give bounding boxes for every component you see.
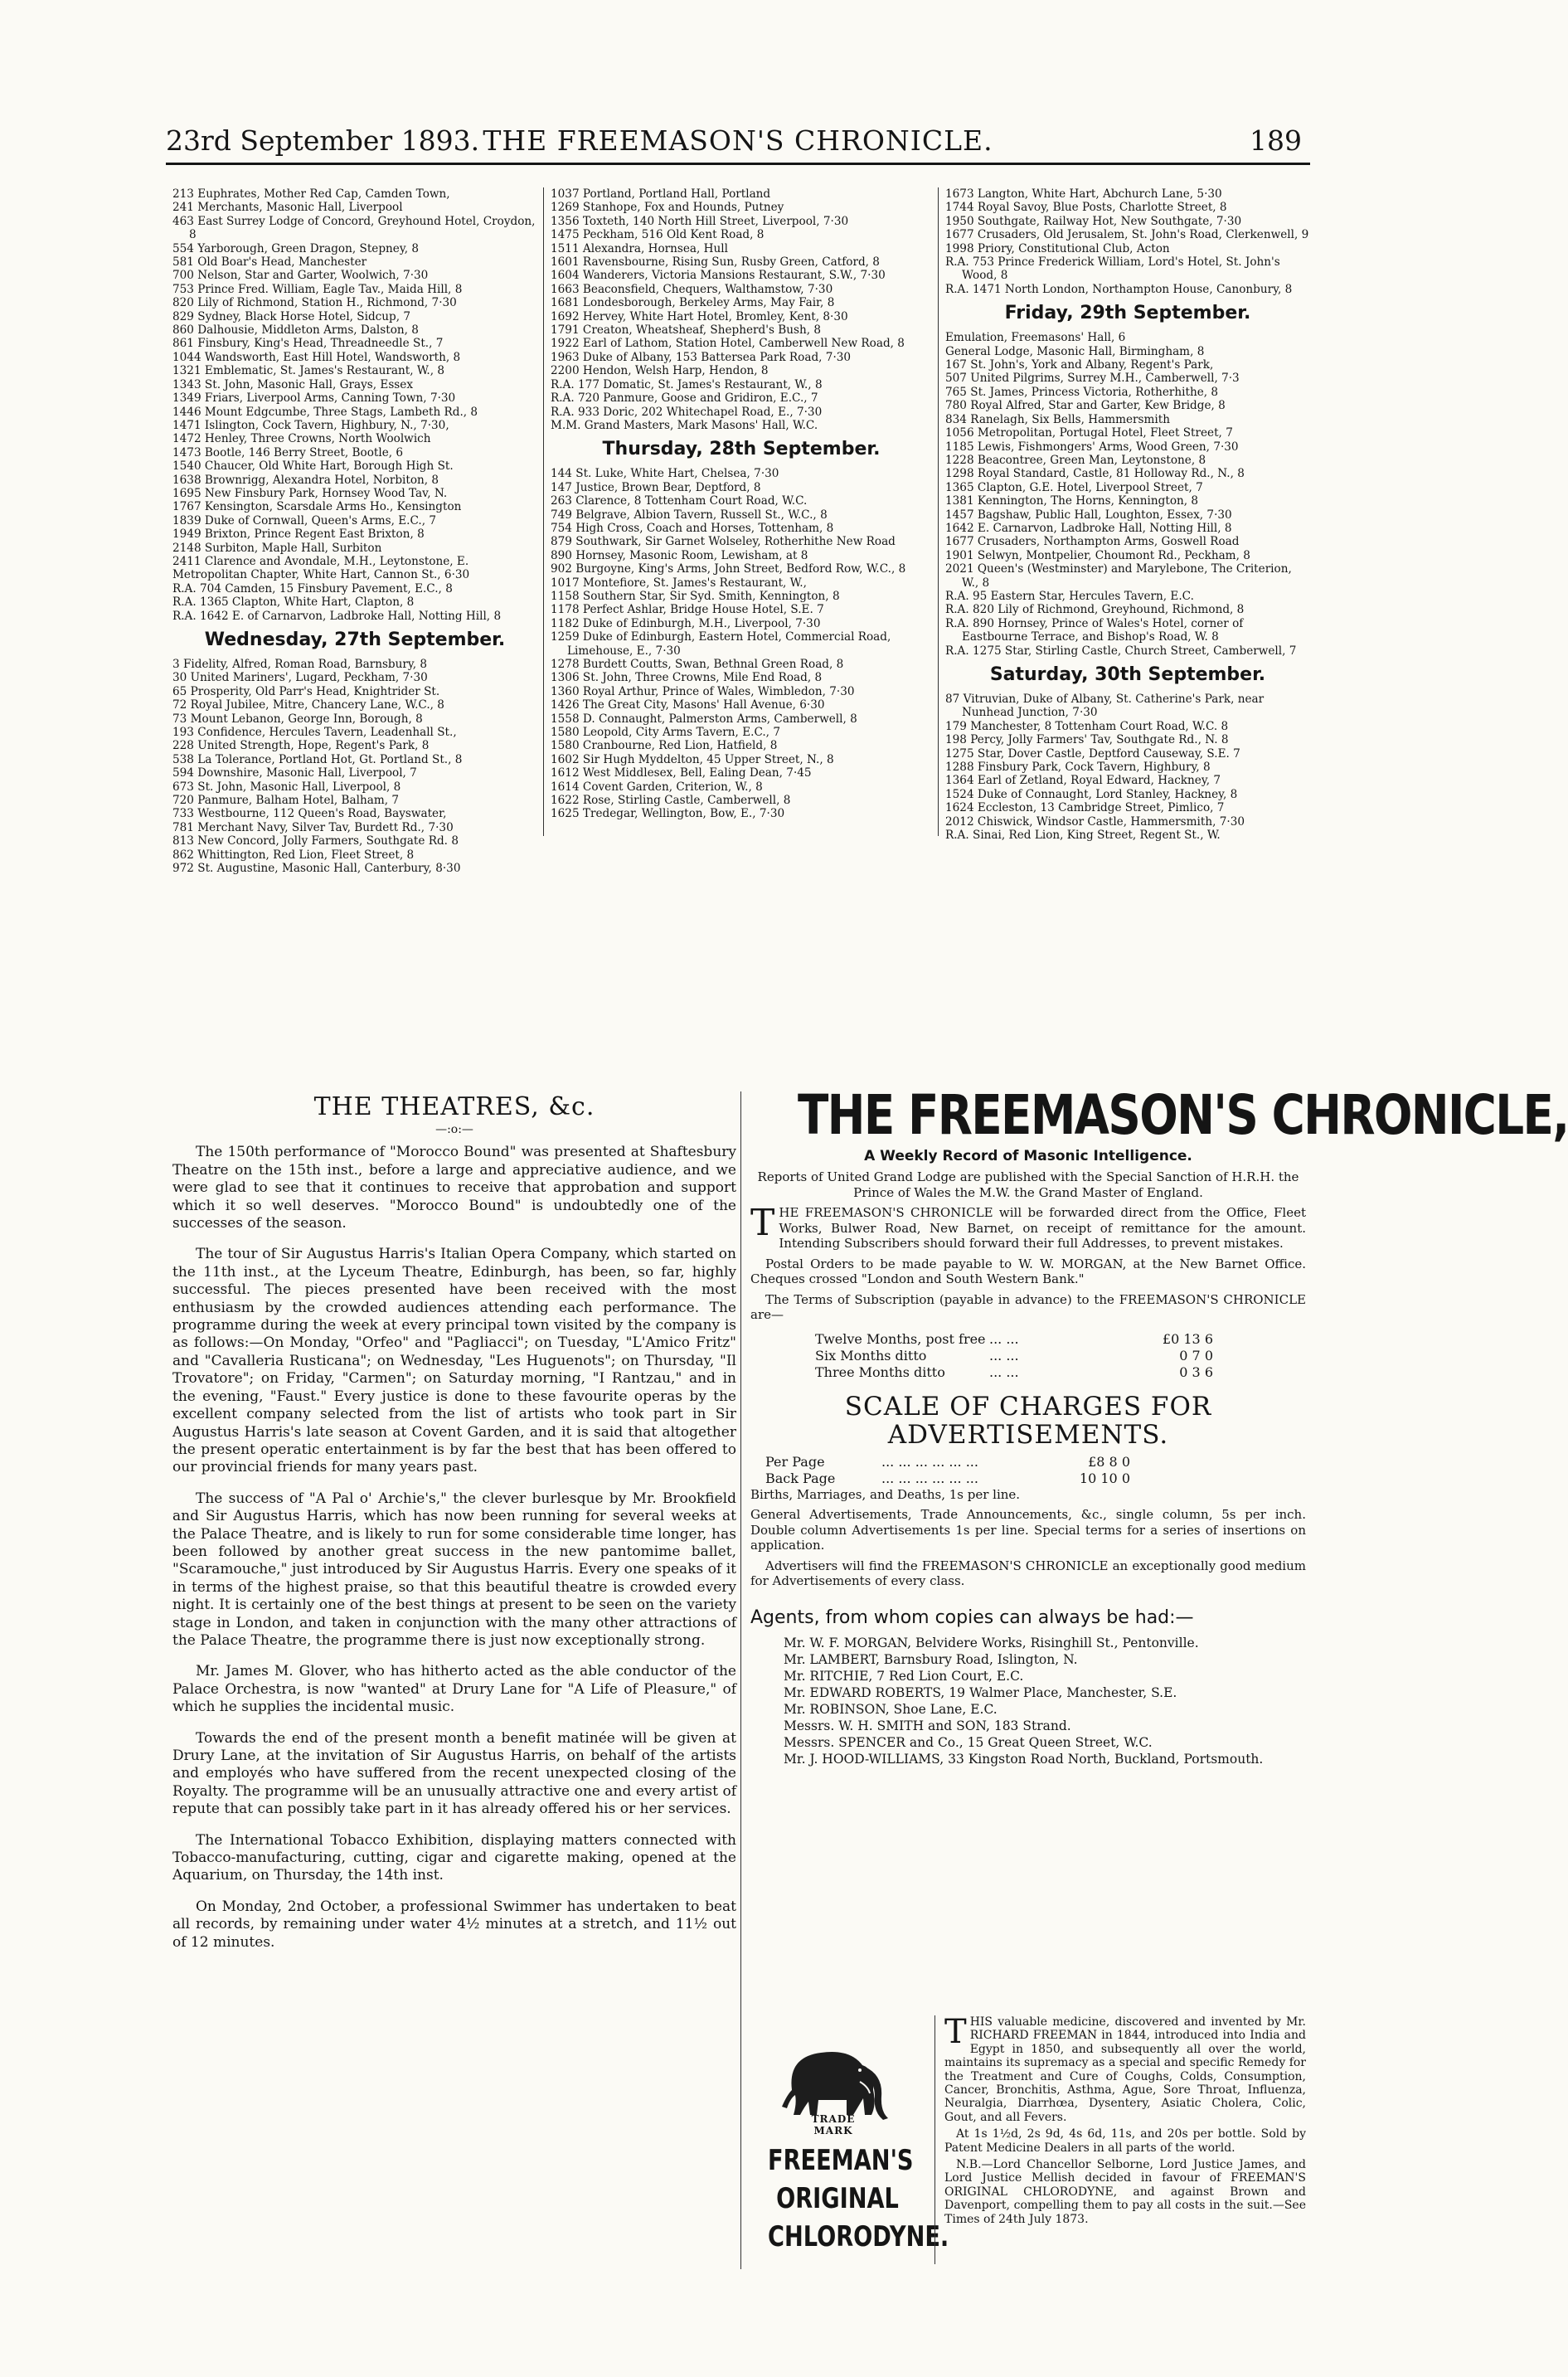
chronicle-subtitle: A Weekly Record of Masonic Intelligence. (864, 1148, 1192, 1164)
lodge-entry: 673 St. John, Masonic Hall, Liverpool, 8 (172, 780, 401, 794)
lodge-entry: 144 St. Luke, White Hart, Chelsea, 7·30 (551, 467, 779, 481)
advert-prices (750, 1454, 1306, 1487)
day-heading-thursday: Thursday, 28th September. (602, 439, 881, 460)
lodge-entry: 1037 Portland, Portland Hall, Portland (551, 187, 771, 201)
lodge-entry: 1364 Earl of Zetland, Royal Edward, Hackney, 7 (945, 774, 1221, 788)
lodge-entry: 1321 Emblematic, St. James's Restaurant, W., 8 (172, 364, 445, 378)
term-row (815, 1348, 1213, 1364)
column-divider (938, 187, 939, 836)
lodge-entry: 1602 Sir Hugh Myddelton, 45 Upper Street, N., 8 (551, 752, 834, 766)
lodge-entry: 1349 Friars, Liverpool Arms, Canning Town, 7·30 (172, 391, 456, 406)
product-name-line: CHLORODYNE. (768, 2220, 949, 2253)
lodge-entry: 179 Manchester, 8 Tottenham Court Road, W.C. 8 (945, 719, 1229, 733)
lodge-entry: 594 Downshire, Masonic Hall, Liverpool, 7 (172, 766, 417, 780)
term-row-dots: ... ... (989, 1330, 1019, 1347)
lodge-entry: 820 Lily of Richmond, Station H., Richmond, 7·30 (172, 296, 457, 310)
lodge-entry: 1998 Priory, Constitutional Club, Acton (945, 241, 1170, 255)
lodge-entry: 1360 Royal Arthur, Prince of Wales, Wimbledon, 7·30 (551, 684, 855, 698)
lodge-entry: 228 United Strength, Hope, Regent's Park, 8 (172, 739, 430, 753)
agent-entry: Messrs. W. H. SMITH and SON, 183 Strand. (784, 1718, 1071, 1733)
lodge-list (551, 467, 932, 821)
lodge-entry: 2012 Chiswick, Windsor Castle, Hammersmith, 7·30 (945, 814, 1245, 829)
legal-note: N.B.—Lord Chancellor Selborne, Lord Justice James, and Lord Justice Mellish decided in favour of FREEMAN'S ORIGINAL CHLORODYNE, and against Brown and Davenport, compelling them to pay all costs in the suit.—See Times of 24th July 1873. (944, 2158, 1306, 2226)
lodge-entry: 1182 Duke of Edinburgh, M.H., Liverpool, 7·30 (551, 616, 821, 630)
lodge-entry: 1791 Creaton, Wheatsheaf, Shepherd's Bush, 8 (551, 323, 822, 338)
product-price: At 1s 1½d, 2s 9d, 4s 6d, 11s, and 20s per bottle. Sold by Patent Medicine Dealers in all parts of the world. (944, 2127, 1306, 2155)
lodge-entry: 1288 Finsbury Park, Cock Tavern, Highbury, 8 (945, 761, 1211, 775)
lodge-entry: 1558 D. Connaught, Palmerston Arms, Camberwell, 8 (551, 712, 857, 726)
price-row-dots: ... ... ... ... ... ... (881, 1453, 978, 1470)
agent-entry: Mr. LAMBERT, Barnsbury Road, Islington, N. (784, 1651, 1078, 1667)
price-row-label: Per Page (765, 1453, 825, 1470)
lodge-entry: 1343 St. John, Masonic Hall, Grays, Essex (172, 377, 413, 391)
lodge-entry: 507 United Pilgrims, Surrey M.H., Camberwell, 7·3 (945, 372, 1240, 386)
lodge-entry: 1663 Beaconsfield, Chequers, Walthamstow, 7·30 (551, 282, 833, 296)
agent-entry: Mr. W. F. MORGAN, Belvidere Works, Risinghill St., Pentonville. (784, 1635, 1199, 1650)
lodge-entry: R.A. 704 Camden, 15 Finsbury Pavement, E.C., 8 (172, 581, 453, 595)
chronicle-notice (750, 1083, 1568, 1767)
subscription-terms (815, 1331, 1213, 1381)
lodge-list (551, 187, 932, 432)
price-row-label: Back Page (765, 1470, 836, 1486)
agent-entry: Mr. J. HOOD-WILLIAMS, 33 Kingston Road North, Buckland, Portsmouth. (784, 1751, 1264, 1767)
lodge-entry: 1524 Duke of Connaught, Lord Stanley, Hackney, 8 (945, 787, 1238, 801)
lodge-entry: 1695 New Finsbury Park, Hornsey Wood Tav, N. (172, 486, 448, 500)
lodge-entry: R.A. 1365 Clapton, White Hart, Clapton, 8 (172, 595, 415, 610)
trade-mark-label: TRADE MARK (811, 2113, 856, 2136)
lodge-entry: 1963 Duke of Albany, 153 Battersea Park Road, 7·30 (551, 350, 852, 364)
lodge-entry: R.A. 933 Doric, 202 Whitechapel Road, E., 7·30 (551, 405, 823, 419)
article-paragraph: The success of "A Pal o' Archie's," the clever burlesque by Mr. Brookfield and Sir Augustus Harris, which has now been running for several weeks at the Palace Theatre, and is likely to run for some considerable time longer, has been followed by another great success in the new pantomime ballet, "Scaramouche," just introduced by Sir Augustus Harris. Every one speaks of it in terms of the highest praise, so that this beautiful theatre is crowded every night. It is certainly one of the best things at present to be seen on the variety stage in London, and taken in conjunction with the many other attractions of the Palace Theatre, the programme there is just now exceptionally strong. (172, 1490, 736, 1649)
lodge-entry: 1601 Ravensbourne, Rising Sun, Rusby Green, Catford, 8 (551, 255, 880, 270)
lodge-entry: 1269 Stanhope, Fox and Hounds, Putney (551, 201, 784, 215)
births-rate: Births, Marriages, and Deaths, 1s per line. (750, 1486, 1021, 1502)
term-row-value: 0 7 0 (1179, 1347, 1213, 1363)
lodge-entry: 1511 Alexandra, Hornsea, Hull (551, 241, 728, 255)
lodge-entry: 1298 Royal Standard, Castle, 81 Holloway Rd., N., 8 (945, 467, 1245, 481)
title-separator: —:o:— (435, 1123, 473, 1136)
drop-cap: T (750, 1202, 775, 1244)
lodge-entry: Emulation, Freemasons' Hall, 6 (945, 331, 1126, 345)
lodge-entry: 1178 Perfect Ashlar, Bridge House Hotel, S.E. 7 (551, 603, 824, 617)
lodge-entry: Metropolitan Chapter, White Hart, Cannon St., 6·30 (172, 568, 470, 582)
lodge-column-2 (551, 187, 932, 843)
postal-orders: Postal Orders to be made payable to W. W. MORGAN, at the New Barnet Office. Cheques crossed "London and South Western Bank." (750, 1256, 1306, 1286)
chronicle-body (750, 1169, 1306, 1589)
lodge-column-1 (172, 187, 537, 876)
term-row (815, 1364, 1213, 1381)
lodge-entry: 1471 Islington, Cock Tavern, Highbury, N., 7·30, (172, 418, 449, 432)
lodge-entry: 3 Fidelity, Alfred, Roman Road, Barnsbury, 8 (172, 658, 428, 671)
lodge-entry: 2411 Clarence and Avondale, M.H., Leytonstone, E. (172, 554, 469, 568)
lodge-entry: 2148 Surbiton, Maple Hall, Surbiton (172, 541, 382, 555)
lodge-entry: 1278 Burdett Coutts, Swan, Bethnal Green Road, 8 (551, 658, 844, 671)
day-heading-friday: Friday, 29th September. (1004, 303, 1251, 324)
lodge-entry: 1044 Wandsworth, East Hill Hotel, Wandsworth, 8 (172, 350, 461, 364)
lodge-entry: 1580 Leopold, City Arms Tavern, E.C., 7 (551, 726, 780, 740)
column-divider (543, 187, 544, 836)
lodge-entry: 65 Prosperity, Old Parr's Head, Knightrider St. (172, 684, 440, 698)
lodge-entry: 1475 Peckham, 516 Old Kent Road, 8 (551, 228, 765, 242)
lodge-entry: 263 Clarence, 8 Tottenham Court Road, W.C. (551, 494, 808, 508)
theatres-article (172, 1093, 736, 1965)
lodge-entry: 1446 Mount Edgcumbe, Three Stags, Lambeth Rd., 8 (172, 405, 478, 419)
chronicle-title: THE FREEMASON'S CHRONICLE, (797, 1083, 1568, 1147)
product-description (944, 2015, 1306, 2229)
article-paragraph: The International Tobacco Exhibition, displaying matters connected with Tobacco-manufacturing, cutting, cigar and cigarette making, opened at the Aquarium, on Thursday, the 14th inst. (172, 1831, 736, 1884)
lodge-entry: R.A. 753 Prince Frederick William, Lord's Hotel, St. John's Wood, 8 (945, 255, 1280, 283)
lodge-entry: 1604 Wanderers, Victoria Mansions Restaurant, S.W., 7·30 (551, 269, 886, 283)
lodge-entry: 733 Westbourne, 112 Queen's Road, Bayswater, (172, 807, 447, 821)
lodge-entry: 1457 Bagshaw, Public Hall, Loughton, Essex, 7·30 (945, 508, 1232, 522)
lodge-entry: 193 Confidence, Hercules Tavern, Leadenhall St., (172, 726, 457, 740)
advert-divider (934, 2015, 935, 2264)
lodge-entry: 147 Justice, Brown Bear, Deptford, 8 (551, 480, 761, 494)
lodge-entry: 1356 Toxteth, 140 North Hill Street, Liverpool, 7·30 (551, 214, 849, 228)
lodge-entry: 780 Royal Alfred, Star and Garter, Kew Bridge, 8 (945, 399, 1226, 413)
advertisers-note: Advertisers will find the FREEMASON'S CHRONICLE an exceptionally good medium for Advertisements of every class. (750, 1558, 1306, 1588)
lodge-entry: 1228 Beacontree, Green Man, Leytonstone, 8 (945, 453, 1206, 467)
lodge-entry: R.A. Sinai, Red Lion, King Street, Regent St., W. (945, 829, 1221, 843)
lodge-entry: 1677 Crusaders, Northampton Arms, Goswell Road (945, 535, 1240, 549)
day-heading-wednesday: Wednesday, 27th September. (204, 629, 506, 650)
lodge-entry: 1614 Covent Garden, Criterion, W., 8 (551, 780, 763, 794)
lodge-list (945, 331, 1310, 658)
lodge-entry: 1642 E. Carnarvon, Ladbroke Hall, Notting Hill, 8 (945, 521, 1232, 535)
lodge-entry: 1365 Clapton, G.E. Hotel, Liverpool Street, 7 (945, 480, 1203, 494)
lodge-entry: 1638 Brownrigg, Alexandra Hotel, Norbiton, 8 (172, 473, 439, 487)
agent-entry: Mr. ROBINSON, Shoe Lane, E.C. (784, 1701, 998, 1717)
reports-note: Reports of United Grand Lodge are published with the Special Sanction of H.R.H. the Prince of Wales the M.W. the Grand Master of England. (757, 1169, 1299, 1200)
agent-entry: Mr. RITCHIE, 7 Red Lion Court, E.C. (784, 1668, 1024, 1684)
lodge-entry: 1426 The Great City, Masons' Hall Avenue, 6·30 (551, 698, 825, 712)
lodge-entry: 1275 Star, Dover Castle, Deptford Causeway, S.E. 7 (945, 746, 1240, 761)
lodge-entry: General Lodge, Masonic Hall, Birmingham, 8 (945, 344, 1205, 358)
term-row-label: Three Months ditto (815, 1363, 945, 1380)
lodge-entry: 862 Whittington, Red Lion, Fleet Street, 8 (172, 848, 415, 862)
lodge-entry: 1017 Montefiore, St. James's Restaurant, W., (551, 576, 807, 590)
lodge-entry: M.M. Grand Masters, Mark Masons' Hall, W.C. (551, 418, 818, 432)
lodge-entry: 749 Belgrave, Albion Tavern, Russell St., W.C., 8 (551, 508, 828, 522)
lodge-entry: 463 East Surrey Lodge of Concord, Greyhound Hotel, Croydon, 8 (172, 214, 536, 242)
agents-title: Agents, from whom copies can always be had:— (750, 1607, 1194, 1628)
lodge-entry: 890 Hornsey, Masonic Room, Lewisham, at 8 (551, 548, 808, 562)
lodge-entry: 1622 Rose, Stirling Castle, Camberwell, 8 (551, 794, 791, 808)
lodge-entry: R.A. 177 Domatic, St. James's Restaurant, W., 8 (551, 377, 823, 391)
lodge-entry: 753 Prince Fred. William, Eagle Tav., Maida Hill, 8 (172, 282, 463, 296)
lodge-entry: 554 Yarborough, Green Dragon, Stepney, 8 (172, 241, 420, 255)
lodge-entry: 765 St. James, Princess Victoria, Rotherhithe, 8 (945, 385, 1219, 399)
lodge-entry: 1673 Langton, White Hart, Abchurch Lane, 5·30 (945, 187, 1222, 201)
claims-text: HIS valuable medicine, discovered and invented by Mr. RICHARD FREEMAN in 1844, introduced into India and Egypt in 1850, and subsequently all over the world, maintains its supremacy as a special and specific Remedy for the Treatment and Cure of Coughs, Colds, Consumption, Cancer, Bronchitis, Asthma, Ague, Sore Throat, Influenza, Neuralgia, Diarrhœa, Dysentery, Asiatic Cholera, Colic, Gout, and all Fevers. (944, 2015, 1306, 2124)
lodge-entry: 781 Merchant Navy, Silver Tav, Burdett Rd., 7·30 (172, 820, 454, 834)
lodge-entry: 720 Panmure, Balham Hotel, Balham, 7 (172, 794, 400, 808)
lodge-entry: 1259 Duke of Edinburgh, Eastern Hotel, Commercial Road, Limehouse, E., 7·30 (551, 630, 891, 658)
lodge-entry: 167 St. John's, York and Albany, Regent's Park, (945, 358, 1214, 372)
term-row-dots: ... ... (989, 1363, 1019, 1380)
lodge-column-3 (945, 187, 1310, 843)
lodge-entry: 73 Mount Lebanon, George Inn, Borough, 8 (172, 712, 423, 726)
article-paragraph: The tour of Sir Augustus Harris's Italian Opera Company, which started on the 11th inst., at the Lyceum Theatre, Edinburgh, has been, so far, highly successful. The pieces presented have been received with the most enthusiasm by the crowded audiences attending each performance. The programme during the week at every principal town visited by the company is as follows:—On Monday, "Orfeo" and "Pagliacci"; on Tuesday, "L'Amico Fritz" and "Cavalleria Rusticana"; on Wednesday, "Les Huguenots"; on Thursday, "Il Trovatore"; on Friday, "Carmen"; on Saturday morning, "I Rantzau," and in the evening, "Faust." Every justice is done to these favourite operas by the excellent company selected from the list of artists who took part in Sir Augustus Harris's late season at Covent Garden, and it is said that altogether the present operatic entertainment is by far the best that has been offered to our provincial friends for many years past. (172, 1246, 736, 1476)
lodge-entry: 700 Nelson, Star and Garter, Woolwich, 7·30 (172, 269, 429, 283)
lodge-entry: 2200 Hendon, Welsh Harp, Hendon, 8 (551, 364, 769, 378)
price-row-value: 10 10 0 (1079, 1470, 1130, 1486)
term-row-value: £0 13 6 (1162, 1330, 1213, 1347)
terms-intro: The Terms of Subscription (payable in advance) to the FREEMASON'S CHRONICLE are— (750, 1291, 1306, 1322)
lodge-entry: 72 Royal Jubilee, Mitre, Chancery Lane, W.C., 8 (172, 698, 444, 712)
product-name-line: FREEMAN'S (768, 2144, 914, 2177)
lodge-entry: R.A. 820 Lily of Richmond, Greyhound, Richmond, 8 (945, 603, 1245, 617)
lodge-entry: 1624 Eccleston, 13 Cambridge Street, Pimlico, 7 (945, 801, 1225, 815)
product-claims (944, 2015, 1306, 2124)
lodge-entry: 198 Percy, Jolly Farmers' Tav, Southgate Rd., N. 8 (945, 733, 1229, 747)
term-row (815, 1331, 1213, 1348)
lodge-entry: R.A. 1642 E. of Carnarvon, Ladbroke Hall, Notting Hill, 8 (172, 609, 502, 623)
lodge-entry: 1949 Brixton, Prince Regent East Brixton, 8 (172, 527, 425, 542)
term-row-dots: ... ... (989, 1347, 1019, 1363)
lodge-entry: 2021 Queen's (Westminster) and Marylebone, The Criterion, W., 8 (945, 562, 1292, 590)
lodge-entry: 1767 Kensington, Scarsdale Arms Ho., Kensington (172, 500, 462, 514)
price-row (765, 1470, 1130, 1487)
lodge-entry: 1922 Earl of Lathom, Station Hotel, Camberwell New Road, 8 (551, 337, 905, 351)
lodge-entry: R.A. 95 Eastern Star, Hercules Tavern, E.C. (945, 589, 1194, 603)
lodge-entry: 241 Merchants, Masonic Hall, Liverpool (172, 201, 403, 215)
article-paragraph: On Monday, 2nd October, a professional Swimmer has undertaken to beat all records, by remaining under water 4½ minutes at a stretch, and 11½ out of 12 minutes. (172, 1898, 736, 1951)
lodge-entry: 1612 West Middlesex, Bell, Ealing Dean, 7·45 (551, 766, 812, 780)
lodge-entry: R.A. 720 Panmure, Goose and Gridiron, E.C., 7 (551, 391, 818, 406)
product-name (768, 2141, 949, 2256)
lodge-entry: 902 Burgoyne, King's Arms, John Street, Bedford Row, W.C., 8 (551, 562, 906, 576)
product-name-line: ORIGINAL (776, 2182, 899, 2215)
lodge-entry: R.A. 1275 Star, Stirling Castle, Church Street, Camberwell, 7 (945, 644, 1297, 658)
elephant-trademark-icon (767, 2032, 891, 2123)
lodge-entry: 1677 Crusaders, Old Jerusalem, St. John's Road, Clerkenwell, 9 (945, 228, 1309, 242)
lodge-list (945, 693, 1310, 842)
lodge-entry: 30 United Mariners', Lugard, Peckham, 7·30 (172, 671, 428, 685)
article-body (172, 1144, 736, 1952)
lodge-entry: 972 St. Augustine, Masonic Hall, Canterbury, 8·30 (172, 862, 461, 876)
agents-list (784, 1635, 1306, 1767)
lodge-list (945, 187, 1310, 296)
article-paragraph: The 150th performance of "Morocco Bound" was presented at Shaftesbury Theatre on the 15th inst., before a large and appreciative audience, and we were glad to see that it continues to receive that approbation and support which it so well deserves. "Morocco Bound" is undoubtedly one of the successes of the season. (172, 1144, 736, 1232)
article-title: THE THEATRES, &c. (313, 1092, 595, 1121)
lodge-entry: 813 New Concord, Jolly Farmers, Southgate Rd. 8 (172, 834, 459, 848)
lodge-entry: 1185 Lewis, Fishmongers' Arms, Wood Green, 7·30 (945, 440, 1239, 454)
general-advertisements: General Advertisements, Trade Announcements, &c., single column, 5s per inch. Double column Advertisements 1s per line. Special terms for a series of insertions on application. (750, 1507, 1306, 1553)
lodge-entry: 1473 Bootle, 146 Berry Street, Bootle, 6 (172, 445, 404, 459)
article-paragraph: Mr. James M. Glover, who has hitherto acted as the able conductor of the Palace Orchestra, is now "wanted" at Drury Lane for "A Life of Pleasure," of which he supplies the incidental music. (172, 1663, 736, 1716)
lodge-entry: R.A. 1471 North London, Northampton House, Canonbury, 8 (945, 282, 1293, 296)
lodge-entry: 1381 Kennington, The Horns, Kennington, 8 (945, 494, 1199, 508)
term-row-label: Twelve Months, post free (815, 1330, 986, 1347)
newspaper-title: THE FREEMASON'S CHRONICLE. (483, 124, 993, 157)
lodge-entry: 87 Vitruvian, Duke of Albany, St. Catherine's Park, near Nunhead Junction, 7·30 (945, 693, 1265, 720)
lodge-list (172, 187, 537, 623)
lodge-entry: 213 Euphrates, Mother Red Cap, Camden Town, (172, 187, 450, 201)
lodge-entry: R.A. 890 Hornsey, Prince of Wales's Hotel, corner of Eastbourne Terrace, and Bishop's Road, W. 8 (945, 616, 1244, 644)
lodge-entry: 1692 Hervey, White Hart Hotel, Bromley, Kent, 8·30 (551, 309, 848, 323)
masthead (166, 124, 1310, 158)
agent-entry: Mr. EDWARD ROBERTS, 19 Walmer Place, Manchester, S.E. (784, 1684, 1177, 1700)
lodge-list (172, 658, 537, 876)
price-row (765, 1454, 1130, 1470)
lodge-entry: 1306 St. John, Three Crowns, Mile End Road, 8 (551, 671, 823, 685)
lodge-entry: 1744 Royal Savoy, Blue Posts, Charlotte Street, 8 (945, 201, 1227, 215)
page-number: 189 (1250, 124, 1302, 157)
day-heading-saturday: Saturday, 30th September. (989, 664, 1266, 685)
price-row-dots: ... ... ... ... ... ... (881, 1470, 978, 1486)
lodge-entry: 1158 Southern Star, Sir Syd. Smith, Kennington, 8 (551, 589, 840, 603)
lodge-entry: 879 Southwark, Sir Garnet Wolseley, Rotherhithe New Road (551, 535, 896, 549)
lodge-entry: 581 Old Boar's Head, Manchester (172, 255, 367, 270)
lodge-entry: 1625 Tredegar, Wellington, Bow, E., 7·30 (551, 807, 785, 821)
article-paragraph: Towards the end of the present month a benefit matinée will be given at Drury Lane, at the invitation of Sir Augustus Harris, on behalf of the artists and employés who have suffered from the recent unexpected closing of the Royalty. The programme will be an unusually attractive one and every artist of repute that can possibly take part in it has already offered his or her services. (172, 1729, 736, 1818)
lodge-entry: 1580 Cranbourne, Red Lion, Hatfield, 8 (551, 739, 778, 753)
lodge-entry: 754 High Cross, Coach and Horses, Tottenham, 8 (551, 521, 834, 535)
lodge-entry: 1950 Southgate, Railway Hot, New Southgate, 7·30 (945, 214, 1242, 228)
term-row-label: Six Months ditto (815, 1347, 927, 1363)
subscription-intro (750, 1202, 1306, 1252)
lodge-entry: 1540 Chaucer, Old White Hart, Borough High St. (172, 459, 454, 474)
masthead-rule (166, 163, 1310, 165)
lodge-entry: 1901 Selwyn, Montpelier, Choumont Rd., Peckham, 8 (945, 548, 1250, 562)
price-row-value: £8 8 0 (1088, 1453, 1130, 1470)
issue-date: 23rd September 1893. (166, 124, 480, 157)
lodge-entry: 1472 Henley, Three Crowns, North Woolwich (172, 432, 431, 446)
lodge-entry: 861 Finsbury, King's Head, Threadneedle St., 7 (172, 337, 444, 351)
agent-entry: Messrs. SPENCER and Co., 15 Great Queen Street, W.C. (784, 1734, 1153, 1750)
drop-cap: T (944, 2013, 967, 2051)
chlorodyne-advert (750, 2015, 1306, 2264)
term-row-value: 0 3 6 (1179, 1363, 1213, 1380)
lodge-entry: 829 Sydney, Black Horse Hotel, Sidcup, 7 (172, 309, 411, 323)
lodge-entry: 538 La Tolerance, Portland Hot, Gt. Portland St., 8 (172, 752, 463, 766)
lodge-entry: 1839 Duke of Cornwall, Queen's Arms, E.C., 7 (172, 513, 436, 527)
column-divider (740, 1091, 741, 2269)
lodge-entry: 860 Dalhousie, Middleton Arms, Dalston, 8 (172, 323, 419, 338)
lodge-entry: 834 Ranelagh, Six Bells, Hammersmith (945, 412, 1170, 426)
intro-text: HE FREEMASON'S CHRONICLE will be forwarded direct from the Office, Fleet Works, Bulwer Road, New Barnet, on receipt of remittance for the amount. Intending Subscribers should forward their full Addresses, to prevent mistakes. (779, 1205, 1306, 1251)
lodge-entry: 1681 Londesborough, Berkeley Arms, May Fair, 8 (551, 296, 835, 310)
advert-scale-title: SCALE OF CHARGES FOR ADVERTISEMENTS. (844, 1391, 1212, 1450)
lodge-entry: 1056 Metropolitan, Portugal Hotel, Fleet Street, 7 (945, 426, 1233, 440)
